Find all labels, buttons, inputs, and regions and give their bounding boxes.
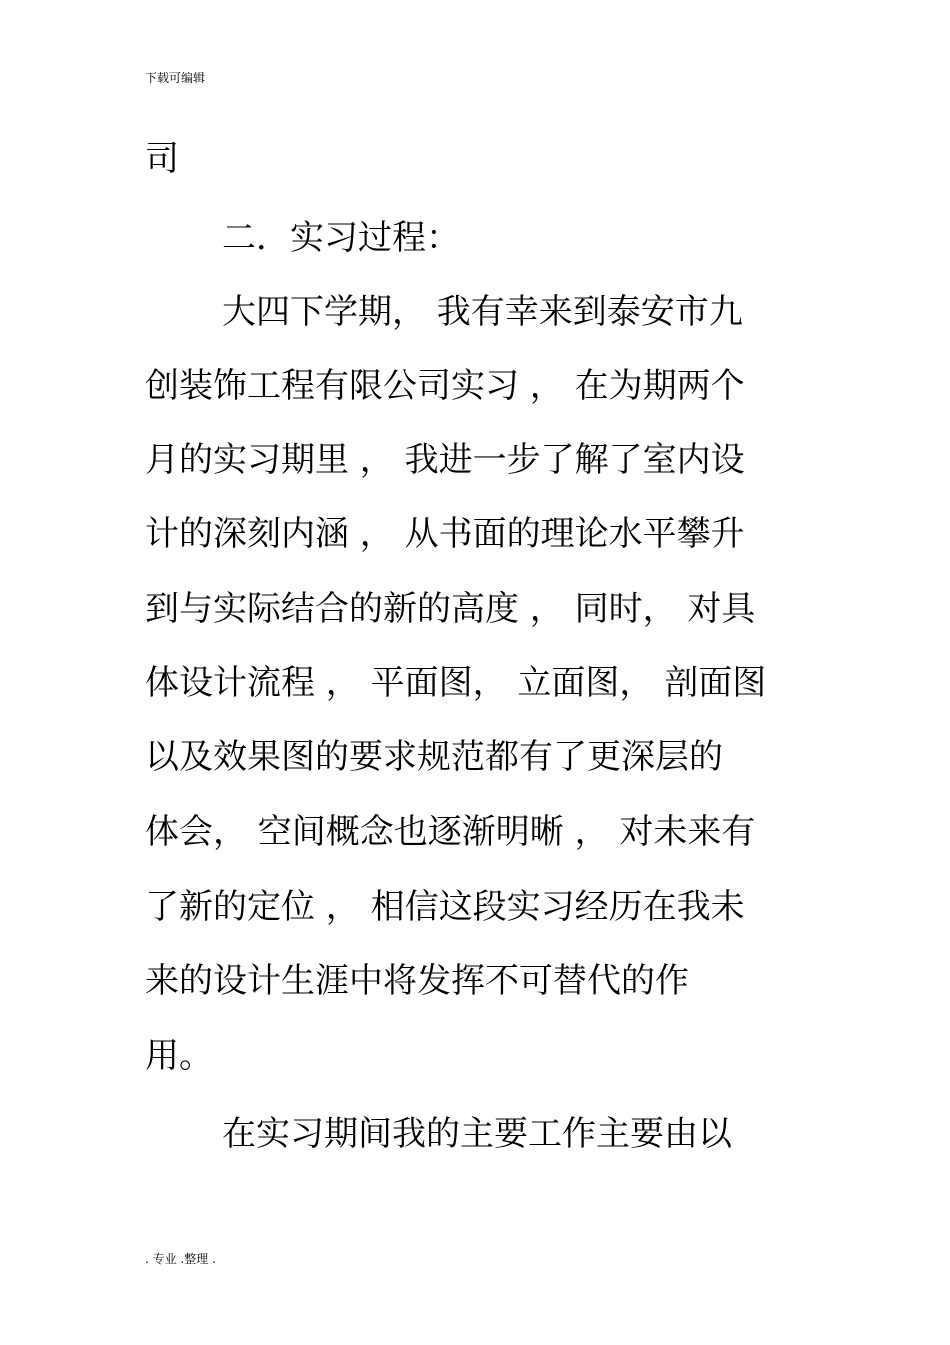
text-line: 了新的定位 ， 相信这段实习经历在我未 [145,887,745,927]
header-note: 下载可编辑 [145,71,206,85]
text-line: 以及效果图的要求规范都有了更深层的 [145,737,723,777]
text-line: 月的实习期里 ， 我进一步了解了室内设 [145,440,745,480]
text-line: 到与实际结合的新的高度 ， 同时， 对具 [145,589,756,629]
text-line: 司 [145,139,179,179]
text-line: 创装饰工程有限公司实习 ， 在为期两个 [145,366,745,406]
text-line: 计的深刻内涵 ， 从书面的理论水平攀升 [145,514,745,554]
text-line: 在实习期间我的主要工作主要由以 [222,1114,732,1154]
text-line: 来的设计生涯中将发挥不可替代的作 [145,961,689,1001]
section-heading: 二．实习过程： [222,218,460,258]
text-line: 体会， 空间概念也逐渐明晰 ， 对未来有 [145,812,756,852]
text-line: 大四下学期， 我有幸来到泰安市九 [222,292,743,332]
text-line: 体设计流程 ， 平面图， 立面图， 剖面图 [145,663,767,703]
footer-note: . 专业 .整理 . [145,1252,216,1266]
text-line: 用。 [145,1036,213,1076]
